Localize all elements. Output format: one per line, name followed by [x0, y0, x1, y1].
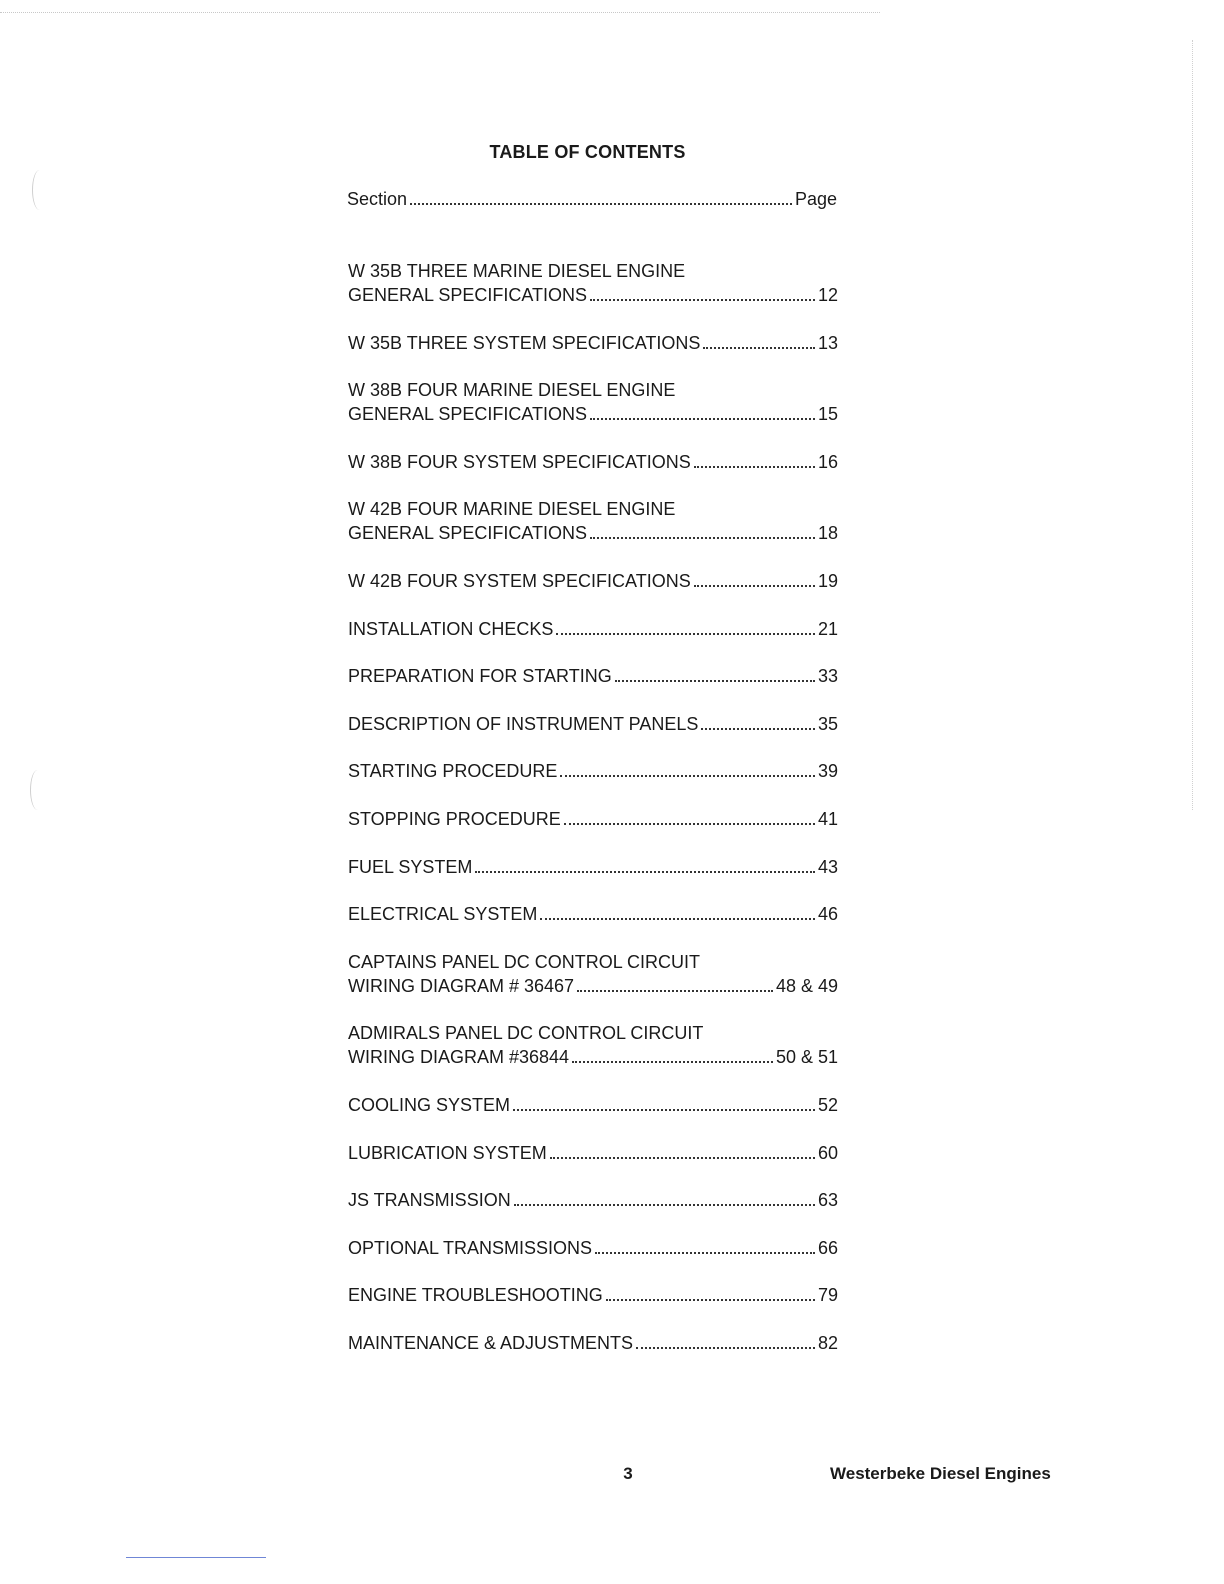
toc-entry-title: WIRING DIAGRAM #36844: [348, 1047, 570, 1068]
toc-entry: [348, 259, 838, 307]
toc-entry-line: [348, 1141, 838, 1165]
toc-entry-line: [348, 402, 838, 426]
toc-entry-title: MAINTENANCE & ADJUSTMENTS: [348, 1332, 634, 1353]
toc-entry-line: [348, 617, 838, 641]
toc-entry-title: PREPARATION FOR STARTING: [348, 666, 612, 687]
toc-entry: [348, 331, 838, 355]
dot-leader: [615, 680, 815, 682]
toc-entry-title: ENGINE TROUBLESHOOTING: [348, 1285, 603, 1306]
dot-leader: [513, 1109, 815, 1111]
toc-entry-line: [348, 1331, 838, 1355]
toc-entry-heading-line: W 38B FOUR MARINE DIESEL ENGINE: [348, 380, 676, 401]
toc-entry-page: 43: [817, 856, 838, 877]
toc-header-row: [347, 189, 837, 210]
toc-entry-title: INSTALLATION CHECKS: [348, 618, 554, 639]
toc-entry-line: [348, 902, 838, 926]
toc-entry-heading-line: W 35B THREE MARINE DIESEL ENGINE: [348, 261, 686, 281]
dot-leader: [694, 585, 815, 587]
dot-leader: [701, 728, 815, 730]
dot-leader: [564, 823, 815, 825]
toc-entry: [348, 1236, 838, 1260]
toc-entry-line: [348, 1093, 838, 1117]
toc-entry-title: GENERAL SPECIFICATIONS: [348, 523, 588, 544]
scan-artifact-top-edge: [0, 12, 880, 13]
toc-entry-page: 46: [817, 904, 838, 925]
toc-entry-line: [348, 1045, 838, 1069]
toc-entry-line: [348, 1188, 838, 1212]
page-title: TABLE OF CONTENTS: [489, 142, 686, 162]
toc-entry: [348, 712, 838, 736]
toc-entry: [348, 1093, 838, 1117]
toc-entry: [348, 1283, 838, 1307]
page-column-label: Page: [794, 189, 837, 209]
toc-entry-line: [348, 712, 838, 736]
toc-entry-title: WIRING DIAGRAM # 36467: [348, 975, 575, 996]
toc-entry-title: STOPPING PROCEDURE: [348, 808, 561, 829]
toc-list: [348, 259, 838, 1378]
dot-leader: [590, 299, 815, 301]
dot-leader: [410, 203, 792, 205]
toc-entry-line: [348, 331, 838, 355]
toc-entry: [348, 1331, 838, 1355]
toc-entry-title: GENERAL SPECIFICATIONS: [348, 404, 588, 425]
toc-entry: [348, 807, 838, 831]
toc-entry: [348, 450, 838, 474]
toc-entry-page: 16: [817, 451, 838, 472]
toc-entry-page: 52: [817, 1094, 838, 1115]
toc-entry-heading-line: W 42B FOUR MARINE DIESEL ENGINE: [348, 499, 676, 520]
toc-entry-page: 66: [817, 1237, 838, 1258]
toc-entry-line: [348, 1236, 838, 1260]
page-number: 3: [623, 1464, 633, 1483]
toc-entry: [348, 855, 838, 879]
toc-entry-line: [348, 1283, 838, 1307]
dot-leader: [556, 633, 815, 635]
scan-artifact-bottom-rule: [126, 1557, 266, 1558]
toc-entry-page: 60: [817, 1142, 838, 1163]
toc-entry-title: STARTING PROCEDURE: [348, 761, 558, 782]
toc-entry-line: [348, 569, 838, 593]
toc-entry: [348, 1188, 838, 1212]
toc-entry-line: [348, 807, 838, 831]
dot-leader: [595, 1252, 815, 1254]
dot-leader: [590, 537, 815, 539]
toc-entry-page: 79: [817, 1285, 838, 1306]
toc-entry-title: W 42B FOUR SYSTEM SPECIFICATIONS: [348, 570, 691, 591]
toc-entry-page: 33: [817, 666, 838, 687]
toc-entry-page: 21: [817, 618, 838, 639]
toc-entry-page: 35: [817, 713, 838, 734]
toc-entry-title: COOLING SYSTEM: [348, 1094, 511, 1115]
toc-entry-page: 50 & 51: [775, 1047, 838, 1068]
dot-leader: [636, 1347, 815, 1349]
dot-leader: [606, 1299, 815, 1301]
scan-artifact-arc: [30, 770, 45, 810]
toc-entry: [348, 1141, 838, 1165]
toc-entry: [348, 617, 838, 641]
toc-entry-page: 12: [817, 285, 838, 305]
toc-entry-title: ELECTRICAL SYSTEM: [348, 904, 538, 925]
dot-leader: [572, 1061, 773, 1063]
toc-entry-title: W 35B THREE SYSTEM SPECIFICATIONS: [348, 332, 701, 353]
dot-leader: [550, 1157, 815, 1159]
toc-entry-line: [348, 450, 838, 474]
dot-leader: [590, 418, 815, 420]
toc-entry-line: [348, 664, 838, 688]
toc-entry: [348, 569, 838, 593]
toc-entry-page: 19: [817, 570, 838, 591]
toc-entry-line: [348, 521, 838, 545]
toc-entry-title: DESCRIPTION OF INSTRUMENT PANELS: [348, 713, 699, 734]
dot-leader: [577, 990, 773, 992]
toc-entry: [348, 759, 838, 783]
toc-entry-title: LUBRICATION SYSTEM: [348, 1142, 547, 1163]
dot-leader: [514, 1204, 815, 1206]
toc-entry-title: OPTIONAL TRANSMISSIONS: [348, 1237, 593, 1258]
section-column-label: Section: [347, 189, 408, 209]
toc-entry-line: [348, 283, 838, 307]
toc-entry-page: 15: [817, 404, 838, 425]
scan-artifact-arc: [32, 170, 47, 210]
dot-leader: [475, 871, 815, 873]
dot-leader: [694, 466, 815, 468]
toc-entry-title: GENERAL SPECIFICATIONS: [348, 285, 588, 305]
toc-entry-title: JS TRANSMISSION: [348, 1190, 511, 1211]
toc-entry-page: 13: [817, 332, 838, 353]
toc-entry-line: [348, 759, 838, 783]
toc-entry: [348, 497, 838, 545]
toc-entry: [348, 950, 838, 998]
toc-entry: [348, 1021, 838, 1069]
dot-leader: [703, 347, 815, 349]
scan-artifact-right-edge: [1192, 40, 1193, 810]
toc-entry-page: 82: [817, 1332, 838, 1353]
toc-entry-page: 39: [817, 761, 838, 782]
dot-leader: [560, 775, 815, 777]
toc-entry-page: 48 & 49: [775, 975, 838, 996]
toc-entry-line: [348, 974, 838, 998]
toc-entry-title: W 38B FOUR SYSTEM SPECIFICATIONS: [348, 451, 691, 472]
toc-entry-heading-line: ADMIRALS PANEL DC CONTROL CIRCUIT: [348, 1023, 704, 1044]
toc-entry: [348, 378, 838, 426]
toc-entry-page: 41: [817, 808, 838, 829]
toc-entry: [348, 664, 838, 688]
toc-entry-line: [348, 855, 838, 879]
toc-entry-page: 18: [817, 523, 838, 544]
toc-entry-page: 63: [817, 1190, 838, 1211]
dot-leader: [540, 918, 815, 920]
toc-entry-heading-line: CAPTAINS PANEL DC CONTROL CIRCUIT: [348, 951, 701, 972]
toc-entry: [348, 902, 838, 926]
footer-brand: Westerbeke Diesel Engines: [830, 1464, 1051, 1483]
toc-entry-title: FUEL SYSTEM: [348, 856, 473, 877]
